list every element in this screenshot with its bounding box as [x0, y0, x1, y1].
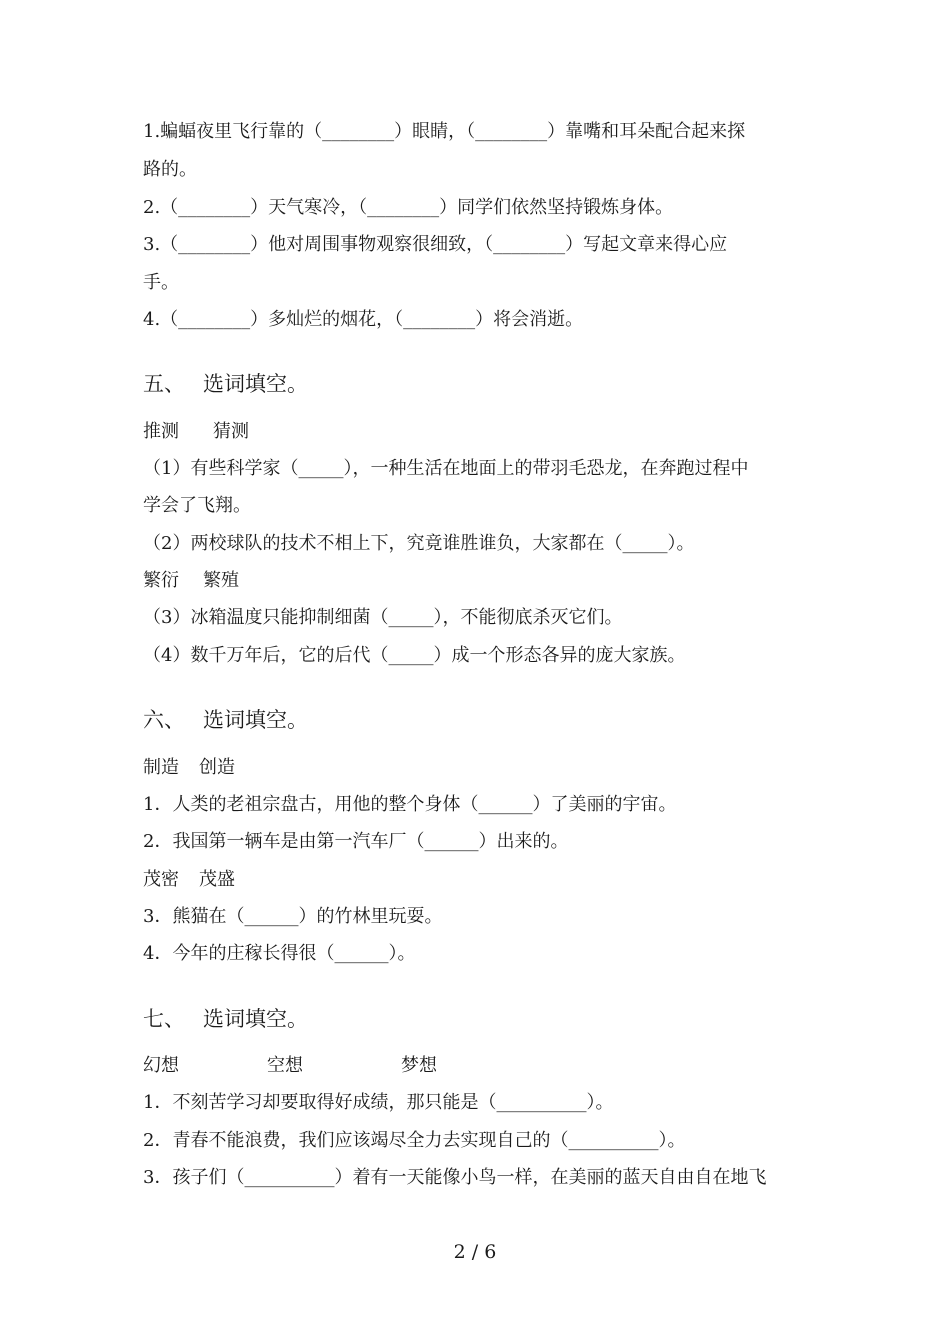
word-option: 繁衍	[143, 570, 179, 591]
word-option: 茂盛	[199, 869, 235, 890]
sec4-q4: 4.（________）多灿烂的烟花，（________）将会消逝。	[143, 309, 584, 330]
word-option: 创造	[199, 757, 235, 778]
sec5-q3: （3）冰箱温度只能抑制细菌（_____），不能彻底杀灭它们。	[143, 607, 623, 628]
word-option: 梦想	[401, 1055, 437, 1076]
sec7-number: 七、	[143, 1007, 185, 1031]
sec7-heading	[143, 1005, 308, 1033]
sec7-word-options	[143, 1054, 437, 1078]
sec6-title: 选词填空。	[203, 708, 308, 732]
sec5-heading	[143, 370, 308, 398]
sec6-q4: 4．今年的庄稼长得很（______）。	[143, 943, 416, 964]
sec4-q2: 2.（________）天气寒冷，（________）同学们依然坚持锻炼身体。	[143, 197, 674, 218]
sec5-q2: （2）两校球队的技术不相上下，究竟谁胜谁负，大家都在（_____）。	[143, 533, 695, 554]
sec4-q1-line2: 路的。	[143, 159, 197, 180]
sec5-q4: （4）数千万年后，它的后代（_____）成一个形态各异的庞大家族。	[143, 645, 686, 666]
sec5-title: 选词填空。	[203, 372, 308, 396]
sec5-q1-line1: （1）有些科学家（_____），一种生活在地面上的带羽毛恐龙，在奔跑过程中	[143, 458, 749, 479]
word-option: 猜测	[213, 421, 249, 442]
word-option: 空想	[267, 1055, 303, 1076]
word-option: 繁殖	[203, 570, 239, 591]
sec5-q1-line2: 学会了飞翔。	[143, 495, 251, 516]
sec4-q1-line1: 1.蝙蝠夜里飞行靠的（________）眼睛，（________）靠嘴和耳朵配合起来探	[143, 121, 746, 142]
sec6-number: 六、	[143, 708, 185, 732]
word-option: 幻想	[143, 1055, 179, 1076]
sec5-word-options-1	[143, 420, 249, 444]
sec6-heading	[143, 706, 308, 734]
sec6-word-options-2	[143, 868, 235, 892]
sec6-q2: 2．我国第一辆车是由第一汽车厂（______）出来的。	[143, 831, 569, 852]
word-option: 茂密	[143, 869, 179, 890]
sec5-number: 五、	[143, 372, 185, 396]
sec7-q3: 3．孩子们（__________）着有一天能像小鸟一样，在美丽的蓝天自由自在地飞	[143, 1167, 767, 1188]
sec7-q1: 1．不刻苦学习却要取得好成绩，那只能是（__________）。	[143, 1092, 614, 1113]
sec6-q1: 1．人类的老祖宗盘古，用他的整个身体（______）了美丽的宇宙。	[143, 794, 677, 815]
page-number: 2 / 6	[453, 1241, 497, 1263]
sec4-q3-line1: 3.（________）他对周围事物观察很细致，（________）写起文章来得心应	[143, 234, 728, 255]
sec4-q3-line2: 手。	[143, 272, 179, 293]
sec5-word-options-2	[143, 569, 239, 593]
sec6-word-options-1	[143, 756, 235, 780]
word-option: 推测	[143, 421, 179, 442]
sec7-title: 选词填空。	[203, 1007, 308, 1031]
sec6-q3: 3．熊猫在（______）的竹林里玩耍。	[143, 906, 443, 927]
word-option: 制造	[143, 757, 179, 778]
sec7-q2: 2．青春不能浪费，我们应该竭尽全力去实现自己的（__________）。	[143, 1130, 686, 1151]
